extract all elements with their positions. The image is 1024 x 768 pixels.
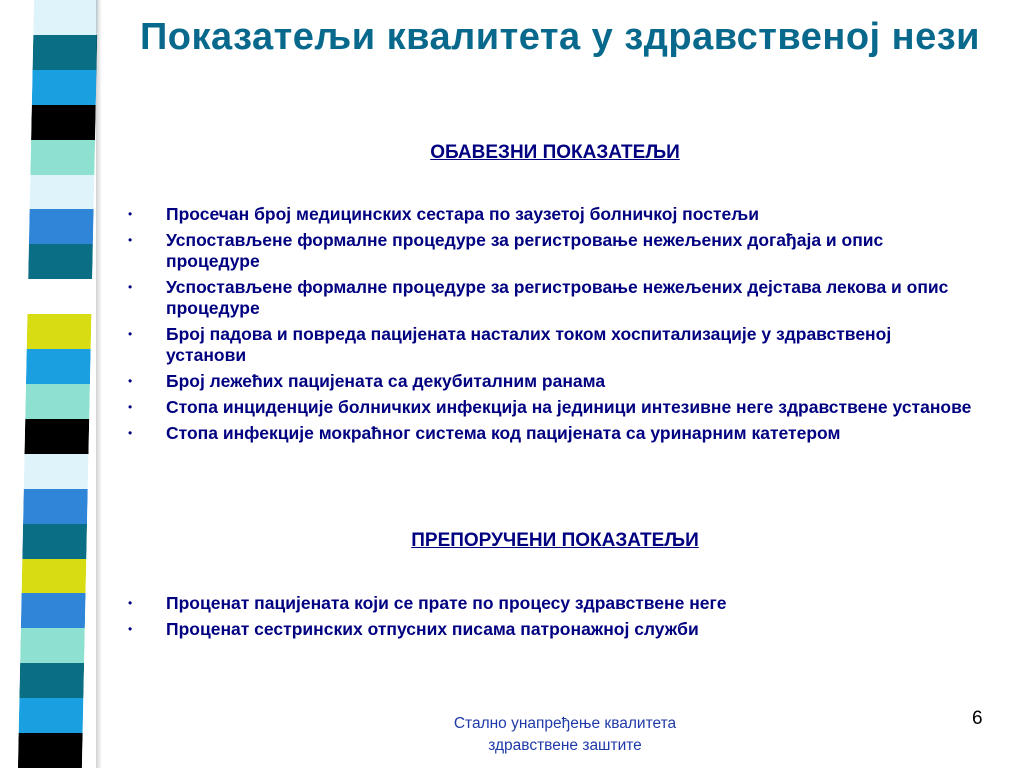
decorative-stripe-bar xyxy=(18,0,98,768)
mandatory-indicators-list xyxy=(122,204,972,449)
recommended-indicators-heading: ПРЕПОРУЧЕНИ ПОКАЗАТЕЉИ xyxy=(411,530,699,551)
stripe-segment xyxy=(21,593,86,628)
stripe-segment xyxy=(29,209,94,244)
bullet-icon: • xyxy=(128,233,133,247)
footer-line-1: Стално унапређење квалитета xyxy=(453,715,677,732)
stripe-segment xyxy=(27,314,92,349)
stripe-segment xyxy=(30,140,95,175)
bullet-icon: • xyxy=(128,374,133,388)
stripe-segment xyxy=(33,0,98,35)
list-item: • Успостављене формалне процедуре за регистровање нежељених догађаја и опис процедуре xyxy=(128,230,884,271)
list-item: • Број лежећих пацијената са декубиталним ранама xyxy=(128,371,606,391)
bullet-icon: • xyxy=(128,400,133,414)
list-item: • Успостављене формалне процедуре за регистровање нежељених дејстава лекова и опис процедуре xyxy=(128,277,949,318)
recommended-indicators-list xyxy=(122,593,972,645)
mandatory-indicators-heading: ОБАВЕЗНИ ПОКАЗАТЕЉИ xyxy=(430,142,680,163)
stripe-segment xyxy=(30,175,95,210)
slide-footer xyxy=(405,713,725,757)
bullet-icon: • xyxy=(128,207,133,221)
stripe-segment xyxy=(19,663,84,698)
stripe-segment xyxy=(22,524,87,559)
stripe-segment xyxy=(27,279,92,314)
page-number: 6 xyxy=(972,708,983,729)
stripe-segment xyxy=(24,454,89,489)
slide-title: Показатељи квалитета у здравственој нези xyxy=(139,16,980,58)
bullet-icon: • xyxy=(128,426,133,440)
stripe-segment xyxy=(19,698,84,733)
bullet-icon: • xyxy=(128,327,133,341)
stripe-segment xyxy=(18,733,83,768)
bullet-icon: • xyxy=(128,596,133,610)
stripe-segment xyxy=(23,489,88,524)
stripe-segment xyxy=(22,559,87,594)
stripe-segment xyxy=(28,244,93,279)
stripe-segment xyxy=(26,349,91,384)
list-item: • Проценат пацијената који се прате по процесу здравствене неге xyxy=(128,593,727,613)
stripe-segment xyxy=(32,70,97,105)
list-item: • Просечан број медицинских сестара по заузетој болничкој постељи xyxy=(128,204,759,224)
bullet-icon: • xyxy=(128,622,133,636)
footer-line-2: здравствене заштите xyxy=(488,737,642,754)
stripe-segment xyxy=(20,628,85,663)
list-item: • Стопа инциденције болничких инфекција на јединици интезивне неге здравствене установе xyxy=(128,397,972,417)
list-item: • Број падова и повреда пацијената насталих током хоспитализације у здравственој установи xyxy=(128,324,892,365)
stripe-shadow xyxy=(96,0,102,768)
stripe-segment xyxy=(25,384,90,419)
list-item: • Стопа инфекције мокраћног система код пацијената са уринарним катетером xyxy=(128,423,841,443)
bullet-icon: • xyxy=(128,280,133,294)
stripe-segment xyxy=(24,419,89,454)
list-item: • Проценат сестринских отпусних писама патронажној служби xyxy=(128,619,699,639)
stripe-segment xyxy=(33,35,98,70)
stripe-segment xyxy=(31,105,96,140)
